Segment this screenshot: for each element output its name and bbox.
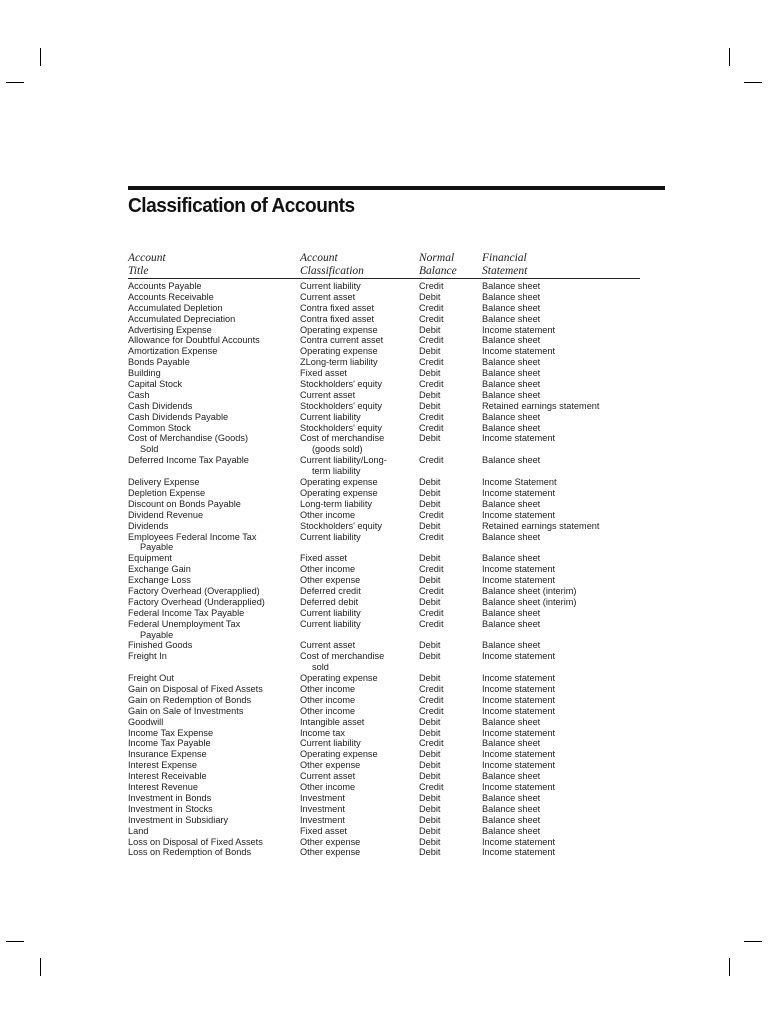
account-title-cell: Interest Revenue: [128, 782, 198, 793]
financial-statement-cell: Income statement: [482, 651, 556, 662]
table-row: [128, 728, 640, 739]
account-title-cell: Finished Goods: [128, 640, 193, 651]
account-classification-cell: Other income: [300, 509, 356, 520]
table-row: [128, 586, 640, 597]
account-classification-cell: Other income: [300, 564, 356, 575]
account-title-cell: Dividends: [128, 520, 169, 531]
account-title-cell: Federal Unemployment Tax Payable: [128, 618, 241, 640]
normal-balance-cell: Debit: [419, 291, 441, 302]
account-title-cell: Accounts Receivable: [128, 291, 214, 302]
financial-statement-cell: Income statement: [482, 575, 556, 586]
table-row: [128, 608, 640, 619]
normal-balance-cell: Debit: [419, 575, 441, 586]
account-classification-cell: Current liability: [300, 411, 361, 422]
table-row: [128, 379, 640, 390]
account-classification-cell: Contra fixed asset: [300, 313, 375, 324]
financial-statement-cell: Income statement: [482, 673, 556, 684]
normal-balance-cell: Credit: [419, 422, 444, 433]
financial-statement-cell: Balance sheet: [482, 640, 541, 651]
financial-statement-cell: Income statement: [482, 509, 556, 520]
account-classification-cell: Current liability: [300, 738, 361, 749]
account-classification-cell: Deferred debit: [300, 596, 359, 607]
account-classification-cell: Stockholders' equity: [300, 520, 382, 531]
account-classification-cell: Other expense: [300, 575, 361, 586]
financial-statement-cell: Income statement: [482, 836, 556, 847]
header-account-classification: Account Classification: [300, 252, 364, 277]
account-title-cell: Common Stock: [128, 422, 191, 433]
normal-balance-cell: Debit: [419, 727, 441, 738]
financial-statement-cell: Balance sheet: [482, 357, 541, 368]
account-title-cell: Advertising Expense: [128, 324, 212, 335]
table-row: [128, 532, 640, 554]
account-title-cell: Factory Overhead (Overapplied): [128, 585, 260, 596]
financial-statement-cell: Balance sheet: [482, 771, 541, 782]
normal-balance-cell: Debit: [419, 716, 441, 727]
financial-statement-cell: Retained earnings statement: [482, 520, 600, 531]
financial-statement-cell: Balance sheet: [482, 553, 541, 564]
table-body: [128, 279, 640, 858]
header-financial-statement: Financial Statement: [482, 252, 528, 277]
crop-mark: [40, 958, 41, 976]
page-title: Classification of Accounts: [128, 194, 355, 217]
table-row: [128, 553, 640, 564]
account-title-cell: Interest Receivable: [128, 771, 207, 782]
account-classification-cell: Stockholders' equity: [300, 422, 382, 433]
table-row: [128, 455, 640, 477]
account-title-cell: Freight Out: [128, 673, 174, 684]
account-classification-cell: Current asset: [300, 291, 356, 302]
account-title-cell: Goodwill: [128, 716, 164, 727]
financial-statement-cell: Income statement: [482, 782, 556, 793]
account-title-cell: Cash Dividends: [128, 400, 193, 411]
normal-balance-cell: Debit: [419, 389, 441, 400]
account-classification-cell: Investment: [300, 792, 345, 803]
financial-statement-cell: Balance sheet: [482, 302, 541, 313]
account-title-cell: Amortization Expense: [128, 346, 218, 357]
table-header: [128, 252, 640, 279]
table-row: [128, 695, 640, 706]
account-classification-cell: Other income: [300, 694, 356, 705]
financial-statement-cell: Balance sheet: [482, 498, 541, 509]
account-classification-cell: Operating expense: [300, 673, 378, 684]
table-row: [128, 325, 640, 336]
account-title-cell: Dividend Revenue: [128, 509, 204, 520]
account-title-cell: Capital Stock: [128, 379, 183, 390]
table-row: [128, 401, 640, 412]
account-title-cell: Exchange Loss: [128, 575, 191, 586]
account-classification-cell: Cost of merchandise sold: [300, 651, 385, 673]
normal-balance-cell: Debit: [419, 749, 441, 760]
table-row: [128, 804, 640, 815]
title-rule: [128, 186, 665, 190]
account-classification-cell: Long-term liability: [300, 498, 372, 509]
financial-statement-cell: Balance sheet: [482, 607, 541, 618]
crop-mark: [744, 82, 762, 83]
financial-statement-cell: Balance sheet: [482, 825, 541, 836]
financial-statement-cell: Balance sheet: [482, 716, 541, 727]
table-row: [128, 782, 640, 793]
account-classification-cell: ZLong-term liability: [300, 357, 378, 368]
normal-balance-cell: Credit: [419, 509, 444, 520]
account-title-cell: Federal Income Tax Payable: [128, 607, 245, 618]
normal-balance-cell: Debit: [419, 487, 441, 498]
normal-balance-cell: Credit: [419, 302, 444, 313]
normal-balance-cell: Credit: [419, 782, 444, 793]
normal-balance-cell: Credit: [419, 564, 444, 575]
financial-statement-cell: Balance sheet: [482, 792, 541, 803]
table-row: [128, 749, 640, 760]
normal-balance-cell: Credit: [419, 607, 444, 618]
account-classification-cell: Current asset: [300, 771, 356, 782]
account-title-cell: Delivery Expense: [128, 477, 200, 488]
account-title-cell: Loss on Redemption of Bonds: [128, 847, 252, 858]
table-row: [128, 499, 640, 510]
normal-balance-cell: Debit: [419, 368, 441, 379]
financial-statement-cell: Income statement: [482, 564, 556, 575]
normal-balance-cell: Debit: [419, 771, 441, 782]
table-row: [128, 564, 640, 575]
financial-statement-cell: Income statement: [482, 433, 556, 444]
financial-statement-cell: Balance sheet: [482, 368, 541, 379]
crop-mark: [744, 941, 762, 942]
account-title-cell: Investment in Subsidiary: [128, 814, 229, 825]
account-classification-cell: Current liability: [300, 531, 361, 542]
table-row: [128, 303, 640, 314]
financial-statement-cell: Income statement: [482, 684, 556, 695]
normal-balance-cell: Credit: [419, 335, 444, 346]
account-classification-cell: Current asset: [300, 389, 356, 400]
financial-statement-cell: Balance sheet: [482, 618, 541, 629]
account-title-cell: Exchange Gain: [128, 564, 191, 575]
table-row: [128, 619, 640, 641]
table-row: [128, 488, 640, 499]
financial-statement-cell: Income statement: [482, 487, 556, 498]
accounts-table: [128, 252, 640, 858]
account-title-cell: Factory Overhead (Underapplied): [128, 596, 265, 607]
table-row: [128, 368, 640, 379]
table-row: [128, 706, 640, 717]
account-classification-cell: Other income: [300, 684, 356, 695]
account-classification-cell: Other expense: [300, 847, 361, 858]
normal-balance-cell: Debit: [419, 324, 441, 335]
normal-balance-cell: Debit: [419, 477, 441, 488]
table-row: [128, 651, 640, 673]
account-title-cell: Investment in Stocks: [128, 803, 213, 814]
normal-balance-cell: Credit: [419, 531, 444, 542]
financial-statement-cell: Balance sheet: [482, 379, 541, 390]
account-classification-cell: Other expense: [300, 836, 361, 847]
table-row: [128, 314, 640, 325]
financial-statement-cell: Balance sheet: [482, 411, 541, 422]
normal-balance-cell: Debit: [419, 836, 441, 847]
crop-mark: [6, 941, 24, 942]
financial-statement-cell: Income statement: [482, 749, 556, 760]
account-title-cell: Accumulated Depletion: [128, 302, 223, 313]
financial-statement-cell: Income Statement: [482, 477, 557, 488]
normal-balance-cell: Credit: [419, 618, 444, 629]
account-classification-cell: Operating expense: [300, 749, 378, 760]
normal-balance-cell: Debit: [419, 400, 441, 411]
normal-balance-cell: Credit: [419, 455, 444, 466]
account-classification-cell: Contra fixed asset: [300, 302, 375, 313]
account-title-cell: Building: [128, 368, 161, 379]
account-classification-cell: Operating expense: [300, 346, 378, 357]
account-title-cell: Insurance Expense: [128, 749, 207, 760]
financial-statement-cell: Income statement: [482, 324, 556, 335]
account-classification-cell: Other income: [300, 705, 356, 716]
normal-balance-cell: Credit: [419, 411, 444, 422]
normal-balance-cell: Credit: [419, 694, 444, 705]
financial-statement-cell: Balance sheet: [482, 335, 541, 346]
table-row: [128, 760, 640, 771]
crop-mark: [729, 48, 730, 66]
normal-balance-cell: Credit: [419, 585, 444, 596]
table-row: [128, 510, 640, 521]
account-title-cell: Income Tax Expense: [128, 727, 214, 738]
account-title-cell: Deferred Income Tax Payable: [128, 455, 249, 466]
normal-balance-cell: Credit: [419, 313, 444, 324]
account-classification-cell: Operating expense: [300, 477, 378, 488]
financial-statement-cell: Retained earnings statement: [482, 400, 600, 411]
normal-balance-cell: Debit: [419, 825, 441, 836]
account-classification-cell: Current liability: [300, 281, 361, 291]
account-title-cell: Cost of Merchandise (Goods) Sold: [128, 433, 248, 455]
table-row: [128, 433, 640, 455]
table-row: [128, 771, 640, 782]
table-row: [128, 684, 640, 695]
normal-balance-cell: Credit: [419, 684, 444, 695]
financial-statement-cell: Income statement: [482, 847, 556, 858]
account-classification-cell: Other income: [300, 782, 356, 793]
financial-statement-cell: Balance sheet: [482, 291, 541, 302]
financial-statement-cell: Balance sheet: [482, 803, 541, 814]
normal-balance-cell: Debit: [419, 803, 441, 814]
table-row: [128, 477, 640, 488]
account-classification-cell: Stockholders' equity: [300, 400, 382, 411]
account-title-cell: Cash Dividends Payable: [128, 411, 229, 422]
account-classification-cell: Current liability: [300, 618, 361, 629]
table-row: [128, 281, 640, 292]
table-row: [128, 738, 640, 749]
normal-balance-cell: Credit: [419, 738, 444, 749]
financial-statement-cell: Balance sheet: [482, 281, 541, 291]
normal-balance-cell: Debit: [419, 553, 441, 564]
crop-mark: [40, 48, 41, 66]
account-classification-cell: Operating expense: [300, 487, 378, 498]
financial-statement-cell: Income statement: [482, 694, 556, 705]
normal-balance-cell: Credit: [419, 357, 444, 368]
financial-statement-cell: Income statement: [482, 346, 556, 357]
account-title-cell: Equipment: [128, 553, 172, 564]
account-title-cell: Investment in Bonds: [128, 792, 212, 803]
table-row: [128, 357, 640, 368]
account-title-cell: Accounts Payable: [128, 281, 202, 291]
table-row: [128, 292, 640, 303]
account-title-cell: Gain on Disposal of Fixed Assets: [128, 684, 263, 695]
normal-balance-cell: Debit: [419, 847, 441, 858]
normal-balance-cell: Debit: [419, 640, 441, 651]
normal-balance-cell: Credit: [419, 281, 444, 291]
financial-statement-cell: Income statement: [482, 705, 556, 716]
normal-balance-cell: Debit: [419, 651, 441, 662]
normal-balance-cell: Debit: [419, 760, 441, 771]
account-title-cell: Gain on Redemption of Bonds: [128, 694, 252, 705]
financial-statement-cell: Balance sheet: [482, 814, 541, 825]
account-classification-cell: Contra current asset: [300, 335, 384, 346]
account-classification-cell: Investment: [300, 803, 345, 814]
account-classification-cell: Fixed asset: [300, 553, 347, 564]
account-title-cell: Bonds Payable: [128, 357, 190, 368]
account-title-cell: Income Tax Payable: [128, 738, 211, 749]
account-title-cell: Accumulated Depreciation: [128, 313, 236, 324]
table-row: [128, 826, 640, 837]
financial-statement-cell: Balance sheet: [482, 422, 541, 433]
normal-balance-cell: Debit: [419, 346, 441, 357]
financial-statement-cell: Income statement: [482, 760, 556, 771]
table-row: [128, 793, 640, 804]
financial-statement-cell: Balance sheet (interim): [482, 585, 577, 596]
account-title-cell: Loss on Disposal of Fixed Assets: [128, 836, 263, 847]
table-row: [128, 640, 640, 651]
account-classification-cell: Deferred credit: [300, 585, 361, 596]
account-title-cell: Gain on Sale of Investments: [128, 705, 244, 716]
table-row: [128, 335, 640, 346]
account-classification-cell: Intangible asset: [300, 716, 365, 727]
table-row: [128, 847, 640, 858]
crop-mark: [729, 958, 730, 976]
table-row: [128, 597, 640, 608]
account-title-cell: Interest Expense: [128, 760, 197, 771]
account-classification-cell: Stockholders' equity: [300, 379, 382, 390]
normal-balance-cell: Debit: [419, 673, 441, 684]
financial-statement-cell: Balance sheet: [482, 313, 541, 324]
table-row: [128, 673, 640, 684]
financial-statement-cell: Balance sheet: [482, 389, 541, 400]
account-title-cell: Employees Federal Income Tax Payable: [128, 531, 257, 553]
financial-statement-cell: Income statement: [482, 727, 556, 738]
table-row: [128, 837, 640, 848]
account-classification-cell: Current liability: [300, 607, 361, 618]
normal-balance-cell: Credit: [419, 705, 444, 716]
account-title-cell: Discount on Bonds Payable: [128, 498, 241, 509]
table-row: [128, 575, 640, 586]
account-classification-cell: Cost of merchandise (goods sold): [300, 433, 385, 455]
normal-balance-cell: Debit: [419, 596, 441, 607]
account-classification-cell: Fixed asset: [300, 368, 347, 379]
table-row: [128, 412, 640, 423]
table-row: [128, 521, 640, 532]
account-title-cell: Depletion Expense: [128, 487, 206, 498]
table-row: [128, 815, 640, 826]
account-title-cell: Freight In: [128, 651, 167, 662]
financial-statement-cell: Balance sheet: [482, 531, 541, 542]
account-classification-cell: Income tax: [300, 727, 345, 738]
account-title-cell: Allowance for Doubtful Accounts: [128, 335, 260, 346]
account-classification-cell: Fixed asset: [300, 825, 347, 836]
normal-balance-cell: Debit: [419, 433, 441, 444]
financial-statement-cell: Balance sheet: [482, 455, 541, 466]
financial-statement-cell: Balance sheet (interim): [482, 596, 577, 607]
table-row: [128, 717, 640, 728]
header-normal-balance: Normal Balance: [419, 252, 457, 277]
table-row: [128, 346, 640, 357]
normal-balance-cell: Debit: [419, 792, 441, 803]
account-classification-cell: Current asset: [300, 640, 356, 651]
header-account-title: Account Title: [128, 252, 166, 277]
account-title-cell: Cash: [128, 389, 150, 400]
account-classification-cell: Operating expense: [300, 324, 378, 335]
account-classification-cell: Other expense: [300, 760, 361, 771]
financial-statement-cell: Balance sheet: [482, 738, 541, 749]
table-row: [128, 423, 640, 434]
normal-balance-cell: Credit: [419, 379, 444, 390]
normal-balance-cell: Debit: [419, 498, 441, 509]
normal-balance-cell: Debit: [419, 520, 441, 531]
normal-balance-cell: Debit: [419, 814, 441, 825]
account-title-cell: Land: [128, 825, 149, 836]
account-classification-cell: Current liability/Long- term liability: [300, 455, 387, 477]
crop-mark: [6, 82, 24, 83]
account-classification-cell: Investment: [300, 814, 345, 825]
table-row: [128, 390, 640, 401]
